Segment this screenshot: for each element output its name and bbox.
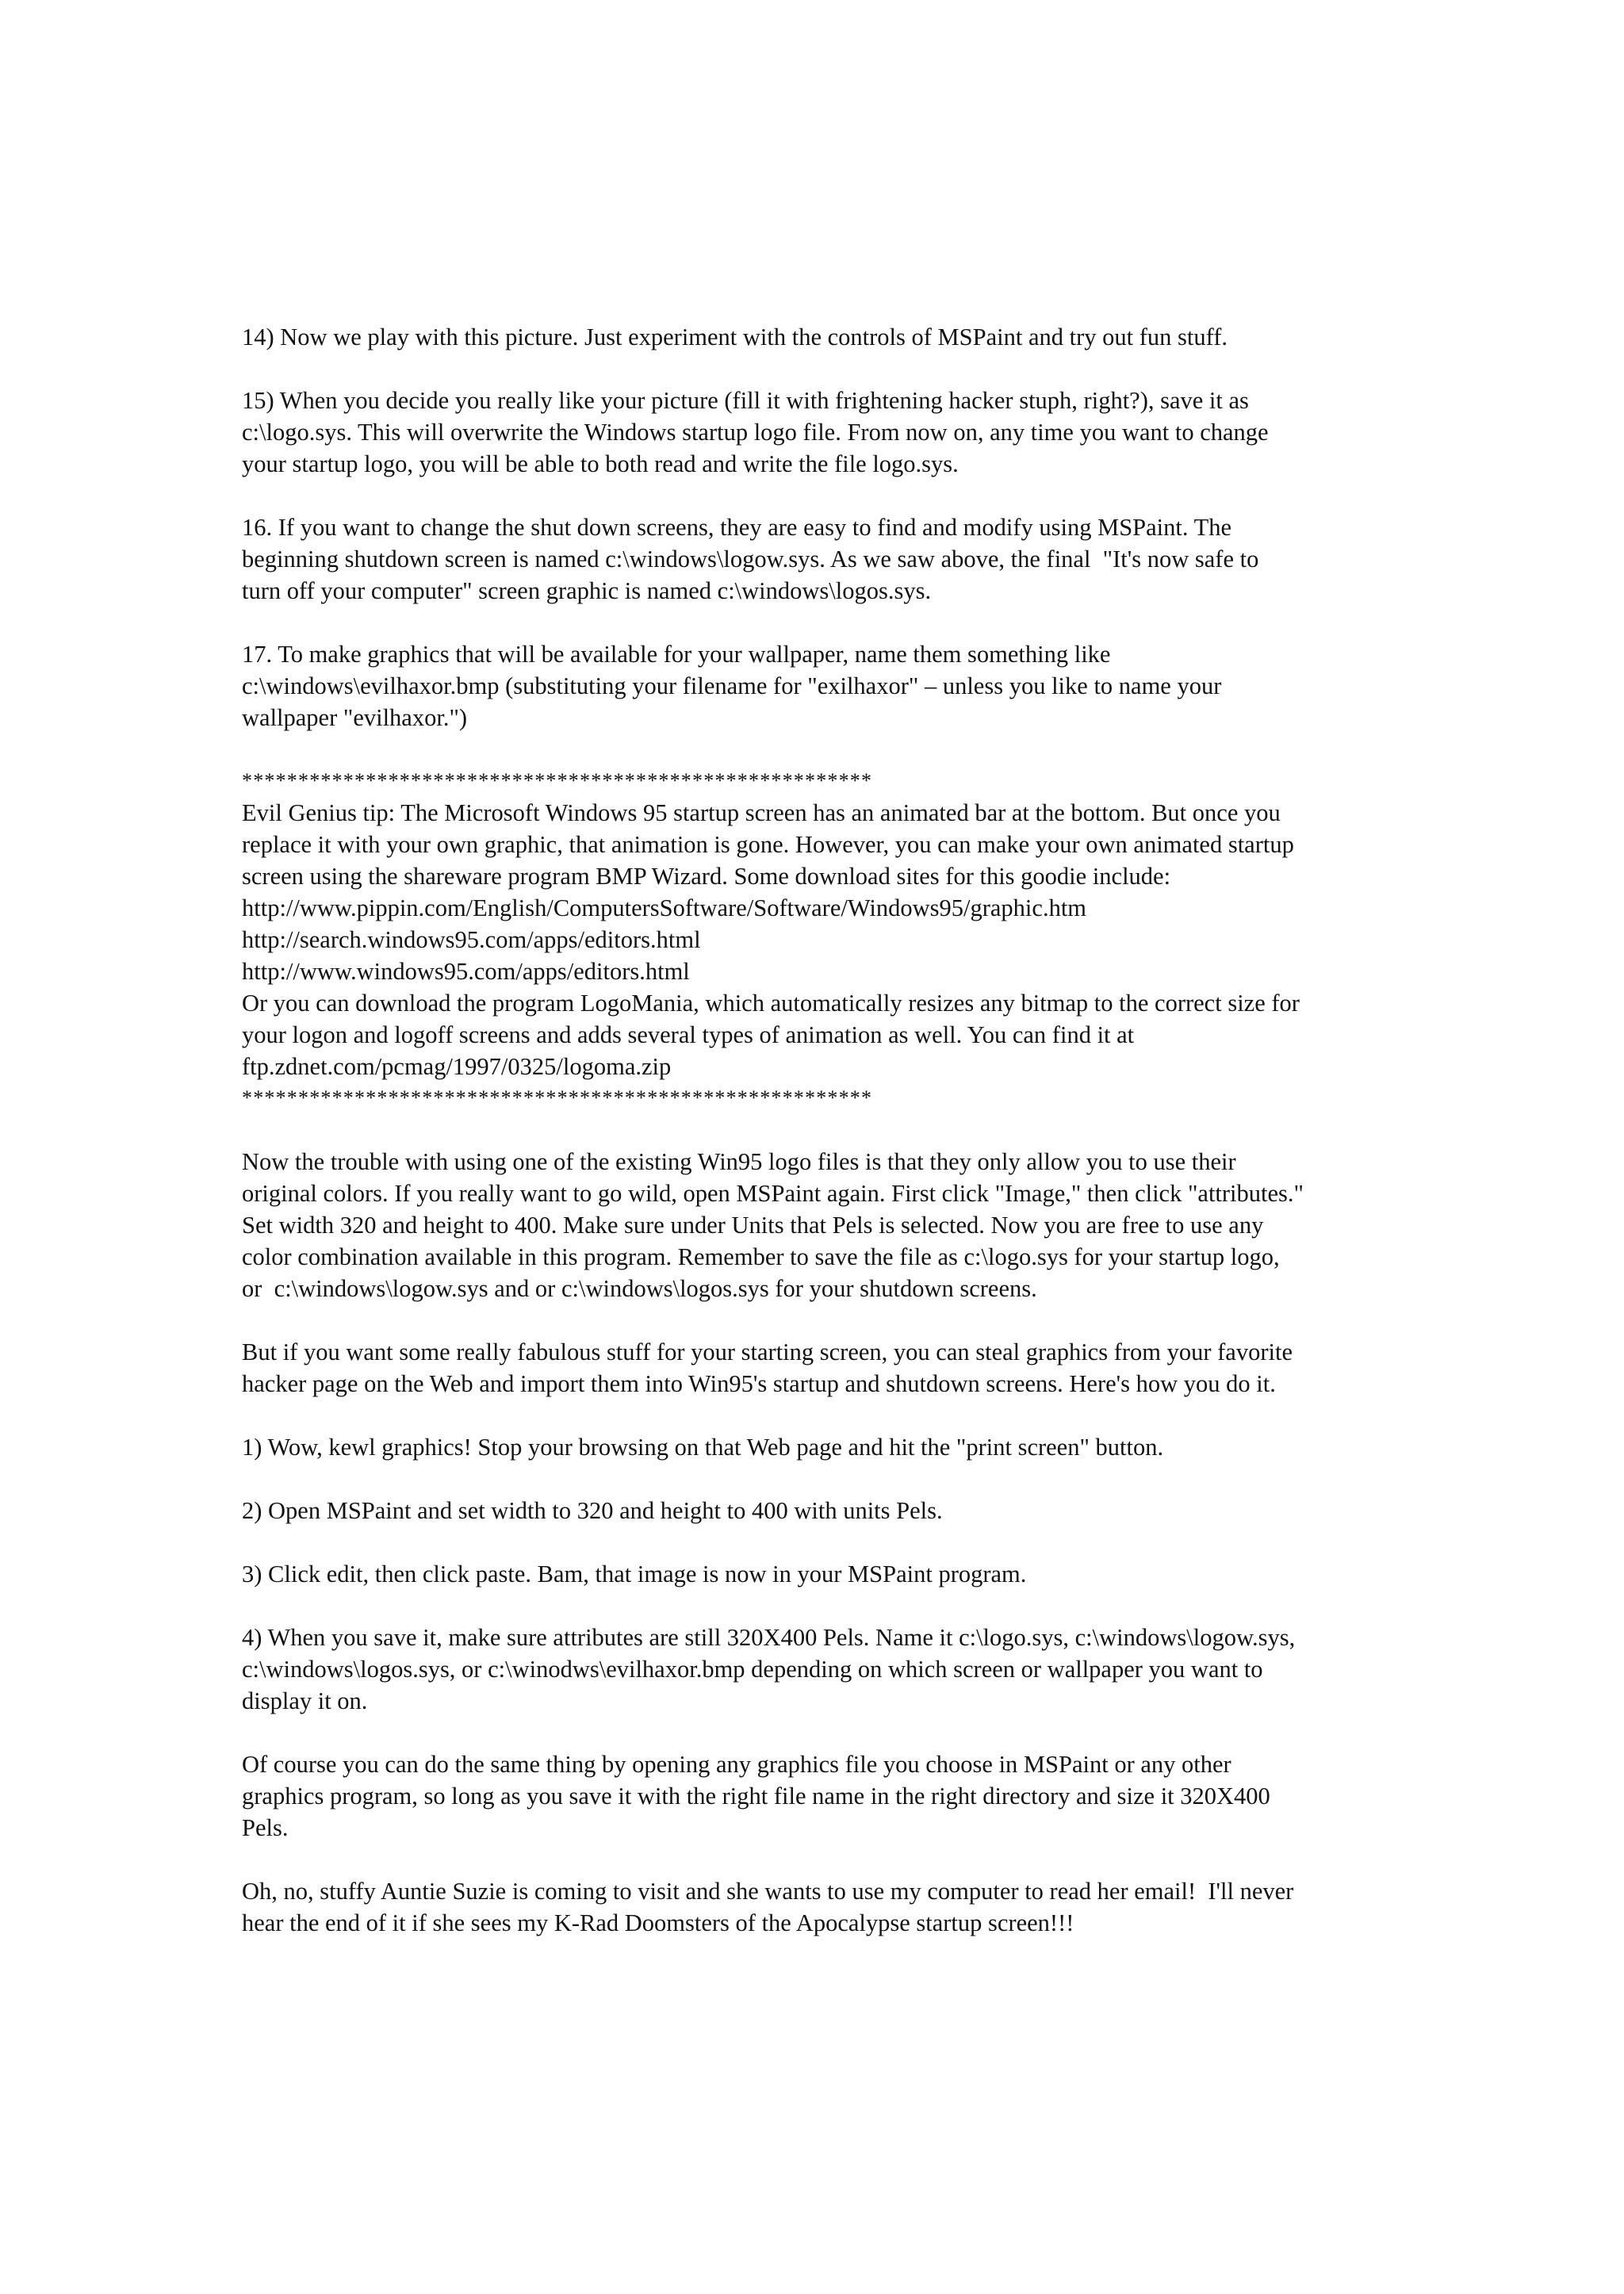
text-line: display it on.	[242, 1687, 368, 1714]
text-line: c:\windows\evilhaxor.bmp (substituting your filename for "exilhaxor" – unless you like to name your	[242, 672, 1222, 699]
step-16-paragraph	[242, 511, 1400, 607]
text-line: hear the end of it if she sees my K-Rad Doomsters of the Apocalypse startup screen!!!	[242, 1909, 1074, 1936]
text-line: c:\logo.sys. This will overwrite the Windows startup logo file. From now on, any time you want to change	[242, 419, 1269, 446]
how-to-step-1	[242, 1431, 1400, 1463]
step-14-paragraph	[242, 321, 1400, 353]
text-line: beginning shutdown screen is named c:\windows\logow.sys. As we saw above, the final "It's now safe to	[242, 546, 1259, 573]
text-line: graphics program, so long as you save it with the right file name in the right directory and size it 320X400	[242, 1783, 1270, 1810]
text-line: turn off your computer" screen graphic is named c:\windows\logos.sys.	[242, 577, 932, 604]
trouble-paragraph	[242, 1146, 1400, 1304]
text-line: your startup logo, you will be able to both read and write the file logo.sys.	[242, 450, 959, 477]
text-line: original colors. If you really want to go wild, open MSPaint again. First click "Image," then click "attributes."	[242, 1180, 1304, 1207]
text-line: 2) Open MSPaint and set width to 320 and height to 400 with units Pels.	[242, 1497, 943, 1524]
text-line: 17. To make graphics that will be available for your wallpaper, name them something like	[242, 641, 1111, 668]
text-line: color combination available in this program. Remember to save the file as c:\logo.sys for your startup logo,	[242, 1243, 1280, 1270]
document-body	[242, 321, 1400, 1970]
text-line: But if you want some really fabulous stuff for your starting screen, you can steal graphics from your favorite	[242, 1338, 1293, 1365]
how-to-step-4	[242, 1622, 1400, 1717]
url-line: ftp.zdnet.com/pcmag/1997/0325/logoma.zip	[242, 1053, 672, 1080]
step-15-paragraph	[242, 385, 1400, 480]
text-line: Of course you can do the same thing by opening any graphics file you choose in MSPaint or any other	[242, 1751, 1231, 1778]
text-line: screen using the shareware program BMP Wizard. Some download sites for this goodie include:	[242, 863, 1171, 890]
evil-genius-tip	[242, 765, 1400, 1114]
text-line: or c:\windows\logow.sys and or c:\windows\logos.sys for your shutdown screens.	[242, 1275, 1037, 1302]
of-course-paragraph	[242, 1748, 1400, 1844]
text-line: 1) Wow, kewl graphics! Stop your browsing on that Web page and hit the "print screen" button.	[242, 1434, 1164, 1461]
text-line: Now the trouble with using one of the existing Win95 logo files is that they only allow you to use their	[242, 1148, 1236, 1175]
how-to-step-3	[242, 1558, 1400, 1590]
asterisk-divider-bottom: ********************************************************	[242, 1086, 873, 1109]
text-line: Or you can download the program LogoMania, which automatically resizes any bitmap to the correct size for	[242, 990, 1300, 1017]
asterisk-divider-top: ********************************************************	[242, 769, 873, 792]
text-line: Set width 320 and height to 400. Make sure under Units that Pels is selected. Now you are free to use any	[242, 1212, 1264, 1239]
text-line: Pels.	[242, 1814, 289, 1841]
url-line: http://www.pippin.com/English/ComputersSoftware/Software/Windows95/graphic.htm	[242, 894, 1087, 921]
how-to-step-2	[242, 1495, 1400, 1526]
text-line: 3) Click edit, then click paste. Bam, that image is now in your MSPaint program.	[242, 1561, 1027, 1587]
step-17-paragraph	[242, 638, 1400, 733]
text-line: 4) When you save it, make sure attributes are still 320X400 Pels. Name it c:\logo.sys, c:\windows\logow.sys,	[242, 1624, 1296, 1651]
text-line: replace it with your own graphic, that animation is gone. However, you can make your own animated startup	[242, 831, 1294, 858]
text-line: c:\windows\logos.sys, or c:\winodws\evilhaxor.bmp depending on which screen or wallpaper you want to	[242, 1656, 1263, 1683]
auntie-suzie-paragraph	[242, 1875, 1400, 1939]
text-line: wallpaper "evilhaxor.")	[242, 704, 468, 731]
text-line: hacker page on the Web and import them into Win95's startup and shutdown screens. Here's how you do it.	[242, 1370, 1276, 1397]
text-line: Oh, no, stuffy Auntie Suzie is coming to visit and she wants to use my computer to read her email! I'll never	[242, 1878, 1294, 1905]
url-line: http://www.windows95.com/apps/editors.html	[242, 958, 690, 985]
url-line: http://search.windows95.com/apps/editors.html	[242, 926, 701, 953]
text-line: 16. If you want to change the shut down screens, they are easy to find and modify using MSPaint. The	[242, 514, 1231, 541]
text-line: 15) When you decide you really like your picture (fill it with frightening hacker stuph, right?), save it as	[242, 387, 1249, 414]
text-line: your logon and logoff screens and adds several types of animation as well. You can find it at	[242, 1021, 1135, 1048]
text-line: Evil Genius tip: The Microsoft Windows 95 startup screen has an animated bar at the bottom. But once you	[242, 799, 1281, 826]
fabulous-paragraph	[242, 1336, 1400, 1400]
text-line: 14) Now we play with this picture. Just experiment with the controls of MSPaint and try out fun stuff.	[242, 324, 1228, 350]
